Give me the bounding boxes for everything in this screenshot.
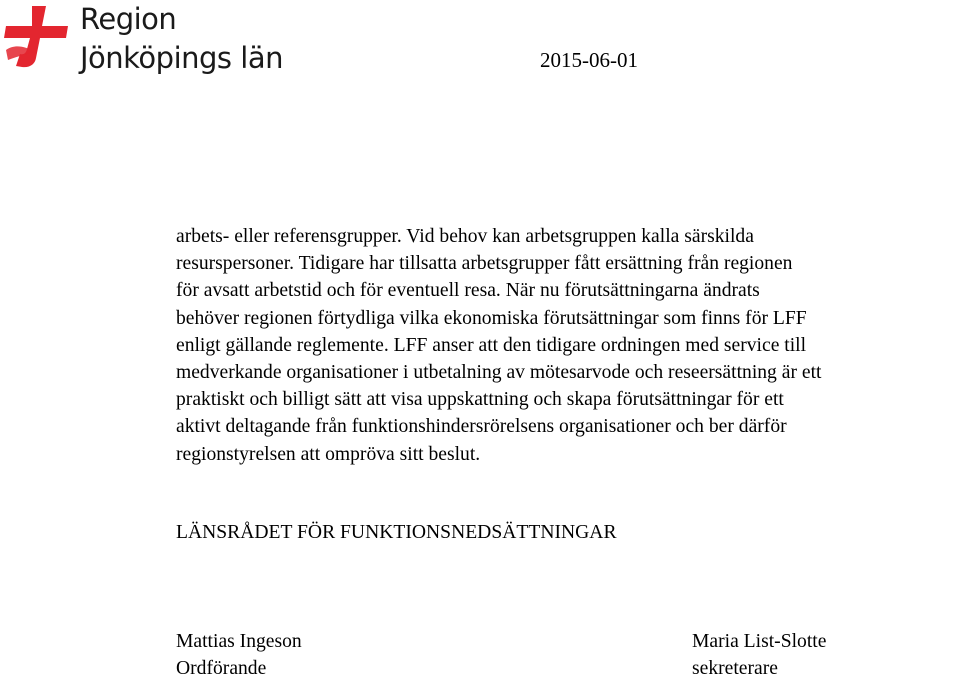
signer-role: Ordförande xyxy=(176,658,267,679)
body-line: för avsatt arbetstid och för eventuell resa. När nu förutsättningarna ändrats xyxy=(176,280,760,302)
document-date: 2015-06-01 xyxy=(540,48,638,72)
signature-block-secretary xyxy=(692,628,826,682)
signer-name: Maria List-Slotte xyxy=(692,631,827,652)
body-line: resurspersoner. Tidigare har tillsatta arbetsgrupper fått ersättning från regionen xyxy=(176,253,793,275)
body-line: medverkande organisationer i utbetalning av mötesarvode och reseersättning är ett xyxy=(176,361,822,383)
body-line: enligt gällande reglemente. LFF anser att den tidigare ordningen med service till xyxy=(176,334,807,356)
body-line: arbets- eller referensgrupper. Vid behov kan arbetsgruppen kalla särskilda xyxy=(176,226,754,247)
region-logo xyxy=(0,0,320,80)
body-line: behöver regionen förtydliga vilka ekonomiska förutsättningar som finns för LFF xyxy=(176,307,807,329)
logo-text-line1: Region xyxy=(80,2,177,36)
body-line: aktivt deltagande från funktionshindersrörelsens organisationer och ber därför xyxy=(176,416,787,438)
signer-name: Mattias Ingeson xyxy=(176,631,302,652)
logo-text-line2: Jönköpings län xyxy=(80,41,283,75)
body-line: regionstyrelsen att ompröva sitt beslut. xyxy=(176,443,481,465)
body-line: praktiskt och billigt sätt att visa uppskattning och skapa förutsättningar för ett xyxy=(176,389,784,411)
signature-block-chair xyxy=(176,628,302,682)
body-paragraph xyxy=(176,223,821,468)
organization-heading: LÄNSRÅDET FÖR FUNKTIONSNEDSÄTTNINGAR xyxy=(176,522,617,543)
signer-role: sekreterare xyxy=(692,658,778,679)
region-cross-icon xyxy=(2,4,70,70)
